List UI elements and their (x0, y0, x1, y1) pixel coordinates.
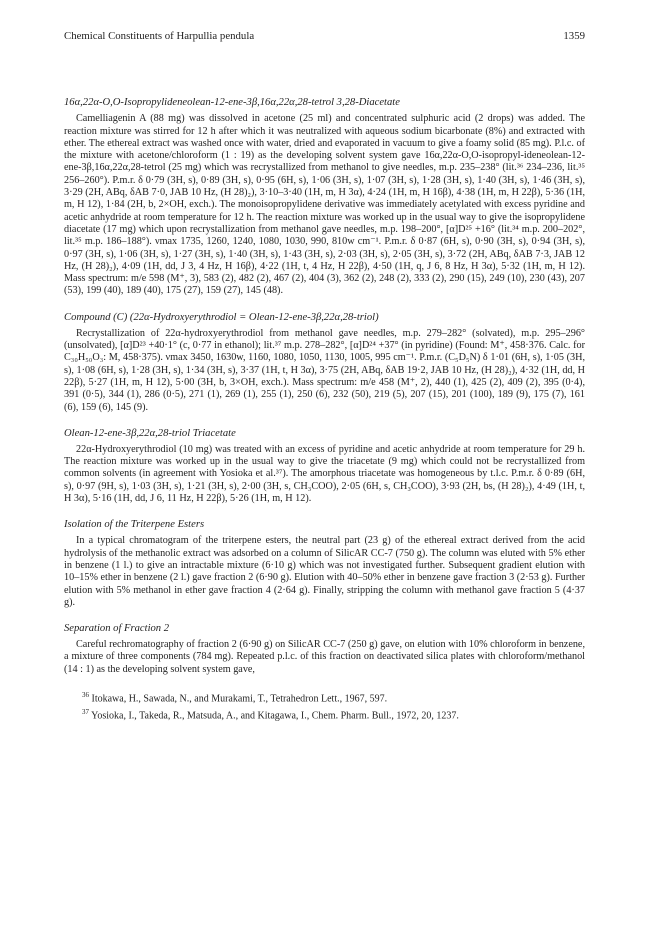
page-number: 1359 (563, 30, 585, 42)
reference-text: Yosioka, I., Takeda, R., Matsuda, A., and Kitagawa, I., Chem. Pharm. Bull., 1972, 20, 1237. (91, 709, 459, 721)
section-heading: 16α,22α-O,O-Isopropylideneolean-12-ene-3β,16α,22α,28-tetrol 3,28-Diacetate (64, 97, 400, 109)
section-heading: Separation of Fraction 2 (64, 623, 170, 635)
reference-text: Itokawa, H., Sawada, N., and Murakami, T., Tetrahedron Lett., 1967, 597. (91, 693, 388, 705)
footnote-references (64, 689, 585, 722)
section-paragraph: In a typical chromatogram of the triterpene esters, the neutral part (23 g) of the ethereal extract derived from the acid hydrolysis of the methanolic extract was adsorbed on a column of SilicAR CC-7 (750 g). The column was eluted with 5% ether in benzene (1 l.) to give an intractable mixture (6·10 g) which was not investigated further. Subsequent gradient elution with 10–15% ether in benzene (2 l.) gave fraction 2 (6·90 g). Elution with 40–50% ether in benzene gave fraction 3 (2·53 g). Further elution with 5% methanol in ether gave fraction 4 (2·64 g). Finally, stripping the column with methanol gave fraction 5 (4·37 g). (64, 535, 585, 608)
section-isolation-esters (64, 518, 585, 609)
section-paragraph: 22α-Hydroxyerythrodiol (10 mg) was treated with an excess of pyridine and acetic anhydride at room temperature for 29 h. The reaction mixture was worked up in the usual way to give the triacetate (9 mg) which could not be recrystallized from common solvents (in agreement with Yosioka et al.³⁷). The amorphous triacetate was homogeneous by t.l.c. P.m.r. δ 0·89 (6H, s), 0·97 (9H, s), 1·03 (3H, s), 1·21 (3H, s), 2·00 (3H, s, CH₃COO), 2·05 (6H, s, CH₃COO), 3·93 (2H, bs, (H 28)₂), 4·49 (1H, t, H 3α), 5·16 (1H, dd, J 6, 11 Hz, H 22β), 5·26 (1H, m, H 12). (64, 443, 585, 505)
reference-number: 36 (82, 690, 89, 699)
reference-number: 37 (82, 707, 89, 716)
section-paragraph: Camelliagenin A (88 mg) was dissolved in acetone (25 ml) and concentrated sulphuric acid (2 drops) was added. The reaction mixture was stirred for 12 h after which it was neutralized with aqueous sodium bicarbonate (8%) and extracted with ether. The ethereal extract was washed once with water, dried and evaporated in vacuum to give a foamy solid (85 mg). P.l.c. of the mixture with acetone/chloroform (1 : 19) as the developing solvent system gave 16α,22α-O,O-isopropyl-ideneolean-12-ene-3β,16α,22α,28-tetrol (25 mg) which was recrystallized from methanol to give needles, m.p. 235–238° (lit.³⁶ 234–236, lit.³⁵ 256–260°). P.m.r. δ 0·79 (3H, s), 0·89 (3H, s), 0·95 (6H, s), 1·06 (3H, s), 1·07 (3H, s), 1·28 (3H, s), 1·40 (3H, s), 1·46 (3H, s), 3·29 (2H, ABq, δAB 7·0, JAB 10 Hz, (H 28)₂), 3·10–3·40 (1H, m, H 3α), 4·24 (1H, m, H 16β), 4·38 (1H, m, H 22β), 5·36 (1H, m, H 12), 1·84 (2H, b, 2×OH, exch.). The monoisopropylidene derivative was immediately acetylated with excess pyridine and acetic anhydride at room temperature for 12 h. The reaction mixture was worked up in the usual way to give the isopropylidene diacetate (17 mg) which upon recrystallization from methanol gave needles, m.p. 198–200°, [α]D²⁵ +16° (lit.³⁴ m.p. 200–202°, lit.³⁵ m.p. 186–188°). νmax 1735, 1260, 1240, 1080, 1030, 990, 810w cm⁻¹. P.m.r. δ 0·87 (6H, s), 0·90 (3H, s), 0·94 (3H, s), 0·97 (3H, s), 1·06 (3H, s), 1·27 (3H, s), 1·40 (3H, s), 1·43 (3H, s), 2·03 (3H, s), 2·05 (3H, s), 3·72 (2H, ABq, δAB 7·3, JAB 12 Hz, (H 28)₂), 4·09 (1H, dd, J 3, 4 Hz, H 16β), 4·22 (1H, t, 4 Hz, H 22β), 4·50 (1H, q, J 6, 8 Hz, H 3α), 5·32 (1H, m, H 12). Mass spectrum: m/e 598 (M⁺, 3), 583 (2), 482 (2), 467 (2), 404 (3), 362 (2), 248 (2), 333 (2), 290 (15), 249 (10), 230 (43), 207 (53), 199 (40), 189 (40), 175 (27), 159 (27), 145 (48). (64, 113, 585, 297)
section-triol-triacetate (64, 427, 585, 505)
section-paragraph: Careful rechromatography of fraction 2 (6·90 g) on SilicAR CC-7 (250 g) gave, on elution with 10% chloroform in benzene, a mixture of three components (784 mg). Repeated p.l.c. of this fraction on deactivated silica plates with chloroform/methanol (14 : 1) as the developing solvent system gave, (64, 639, 585, 675)
section-heading: Isolation of the Triterpene Esters (64, 519, 205, 531)
section-compound-c (64, 311, 585, 414)
reference-item (64, 706, 585, 723)
section-heading: Compound (C) (22α-Hydroxyerythrodiol = Olean-12-ene-3β,22α,28-triol) (64, 311, 379, 323)
section-paragraph: Recrystallization of 22α-hydroxyerythrodiol from methanol gave needles, m.p. 279–282° (solvated), m.p. 295–296° (unsolvated), [α]D²³ +40·1° (c, 0·77 in ethanol); lit.³⁷ m.p. 278–282°, [α]D²⁴ +37° (in pyridine) (Found: M⁺, 458·376. Calc. for C₃₀H₅₀O₃: M, 458·375). νmax 3450, 1630w, 1160, 1080, 1050, 1130, 1005, 995 cm⁻¹. P.m.r. (C₅D₅N) δ 1·01 (6H, s), 1·05 (3H, s), 1·08 (6H, s), 1·28 (3H, s), 1·34 (3H, s), 3·37 (1H, t, H 3α), 3·75 (2H, ABq, δAB 19·2, JAB 10 Hz, (H 28)₂), 4·32 (1H, dd, H 22β), 5·27 (1H, m, H 12), 5·00 (3H, b, 3×OH, exch.). Mass spectrum: m/e 458 (M⁺, 2), 440 (1), 425 (2), 409 (2), 395 (0·4), 391 (0·5), 344 (1), 286 (0·5), 271 (1), 269 (1), 255 (1), 250 (6), 232 (50), 219 (5), 207 (15), 201 (100), 189 (9), 175 (7), 161 (6), 159 (6), 145 (9). (64, 327, 585, 413)
section-heading: Olean-12-ene-3β,22α,28-triol Triacetate (64, 427, 236, 439)
running-title: Chemical Constituents of Harpullia pendula (64, 30, 255, 42)
running-header (64, 30, 585, 42)
reference-item (64, 689, 585, 706)
section-separation-fraction-2 (64, 622, 585, 676)
section-isopropylidene-diacetate (64, 96, 585, 297)
